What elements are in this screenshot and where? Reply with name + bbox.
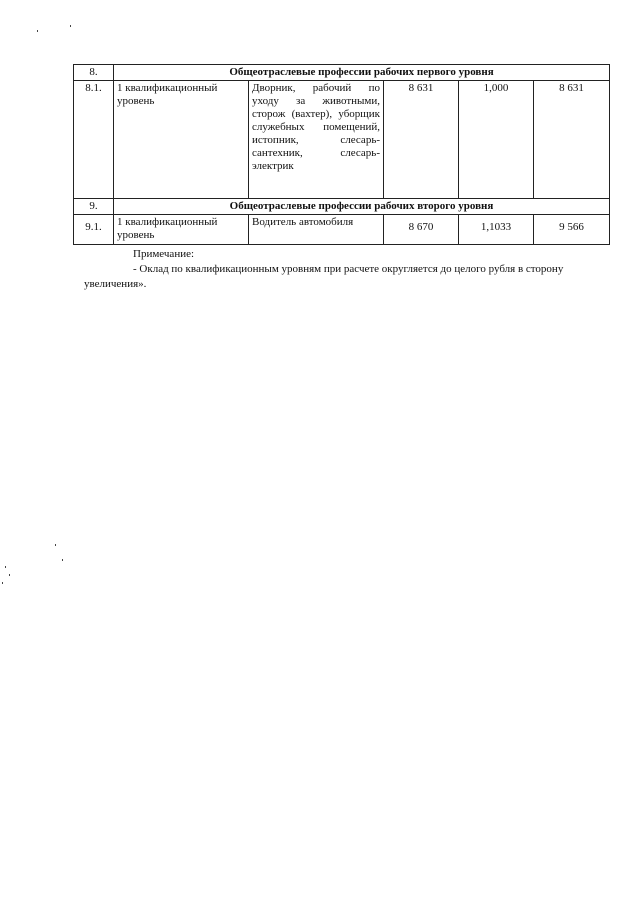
profession-list: Дворник, рабочий по уходу за животными, сторож (вахтер), уборщик служебных помещений, истопник, слесарь-сантехник, слесарь-электрик xyxy=(249,81,384,199)
section-title: Общеотраслевые профессии рабочих второго уровня xyxy=(114,199,610,215)
profession-list: Водитель автомобиля xyxy=(249,215,384,245)
section-number: 8. xyxy=(74,65,114,81)
coefficient: 1,000 xyxy=(459,81,534,199)
section-number: 9. xyxy=(74,199,114,215)
section-title: Общеотраслевые профессии рабочих первого уровня xyxy=(114,65,610,81)
section-header-row xyxy=(74,65,610,81)
table-row xyxy=(74,81,610,199)
row-number: 8.1. xyxy=(74,81,114,199)
note-block xyxy=(84,247,604,292)
section-header-row xyxy=(74,199,610,215)
qualification-level: 1 квалификационный уровень xyxy=(114,81,249,199)
base-salary: 8 670 xyxy=(384,215,459,245)
salary-amount: 8 631 xyxy=(534,81,610,199)
salary-table xyxy=(73,64,610,245)
qualification-level: 1 квалификационный уровень xyxy=(114,215,249,245)
salary-amount: 9 566 xyxy=(534,215,610,245)
note-heading: Примечание: xyxy=(133,248,195,260)
base-salary: 8 631 xyxy=(384,81,459,199)
row-number: 9.1. xyxy=(74,215,114,245)
coefficient: 1,1033 xyxy=(459,215,534,245)
note-text: - Оклад по квалификационным уровням при расчете округляется до целого рубля в сторону увеличения». xyxy=(84,263,564,290)
table-row xyxy=(74,215,610,245)
